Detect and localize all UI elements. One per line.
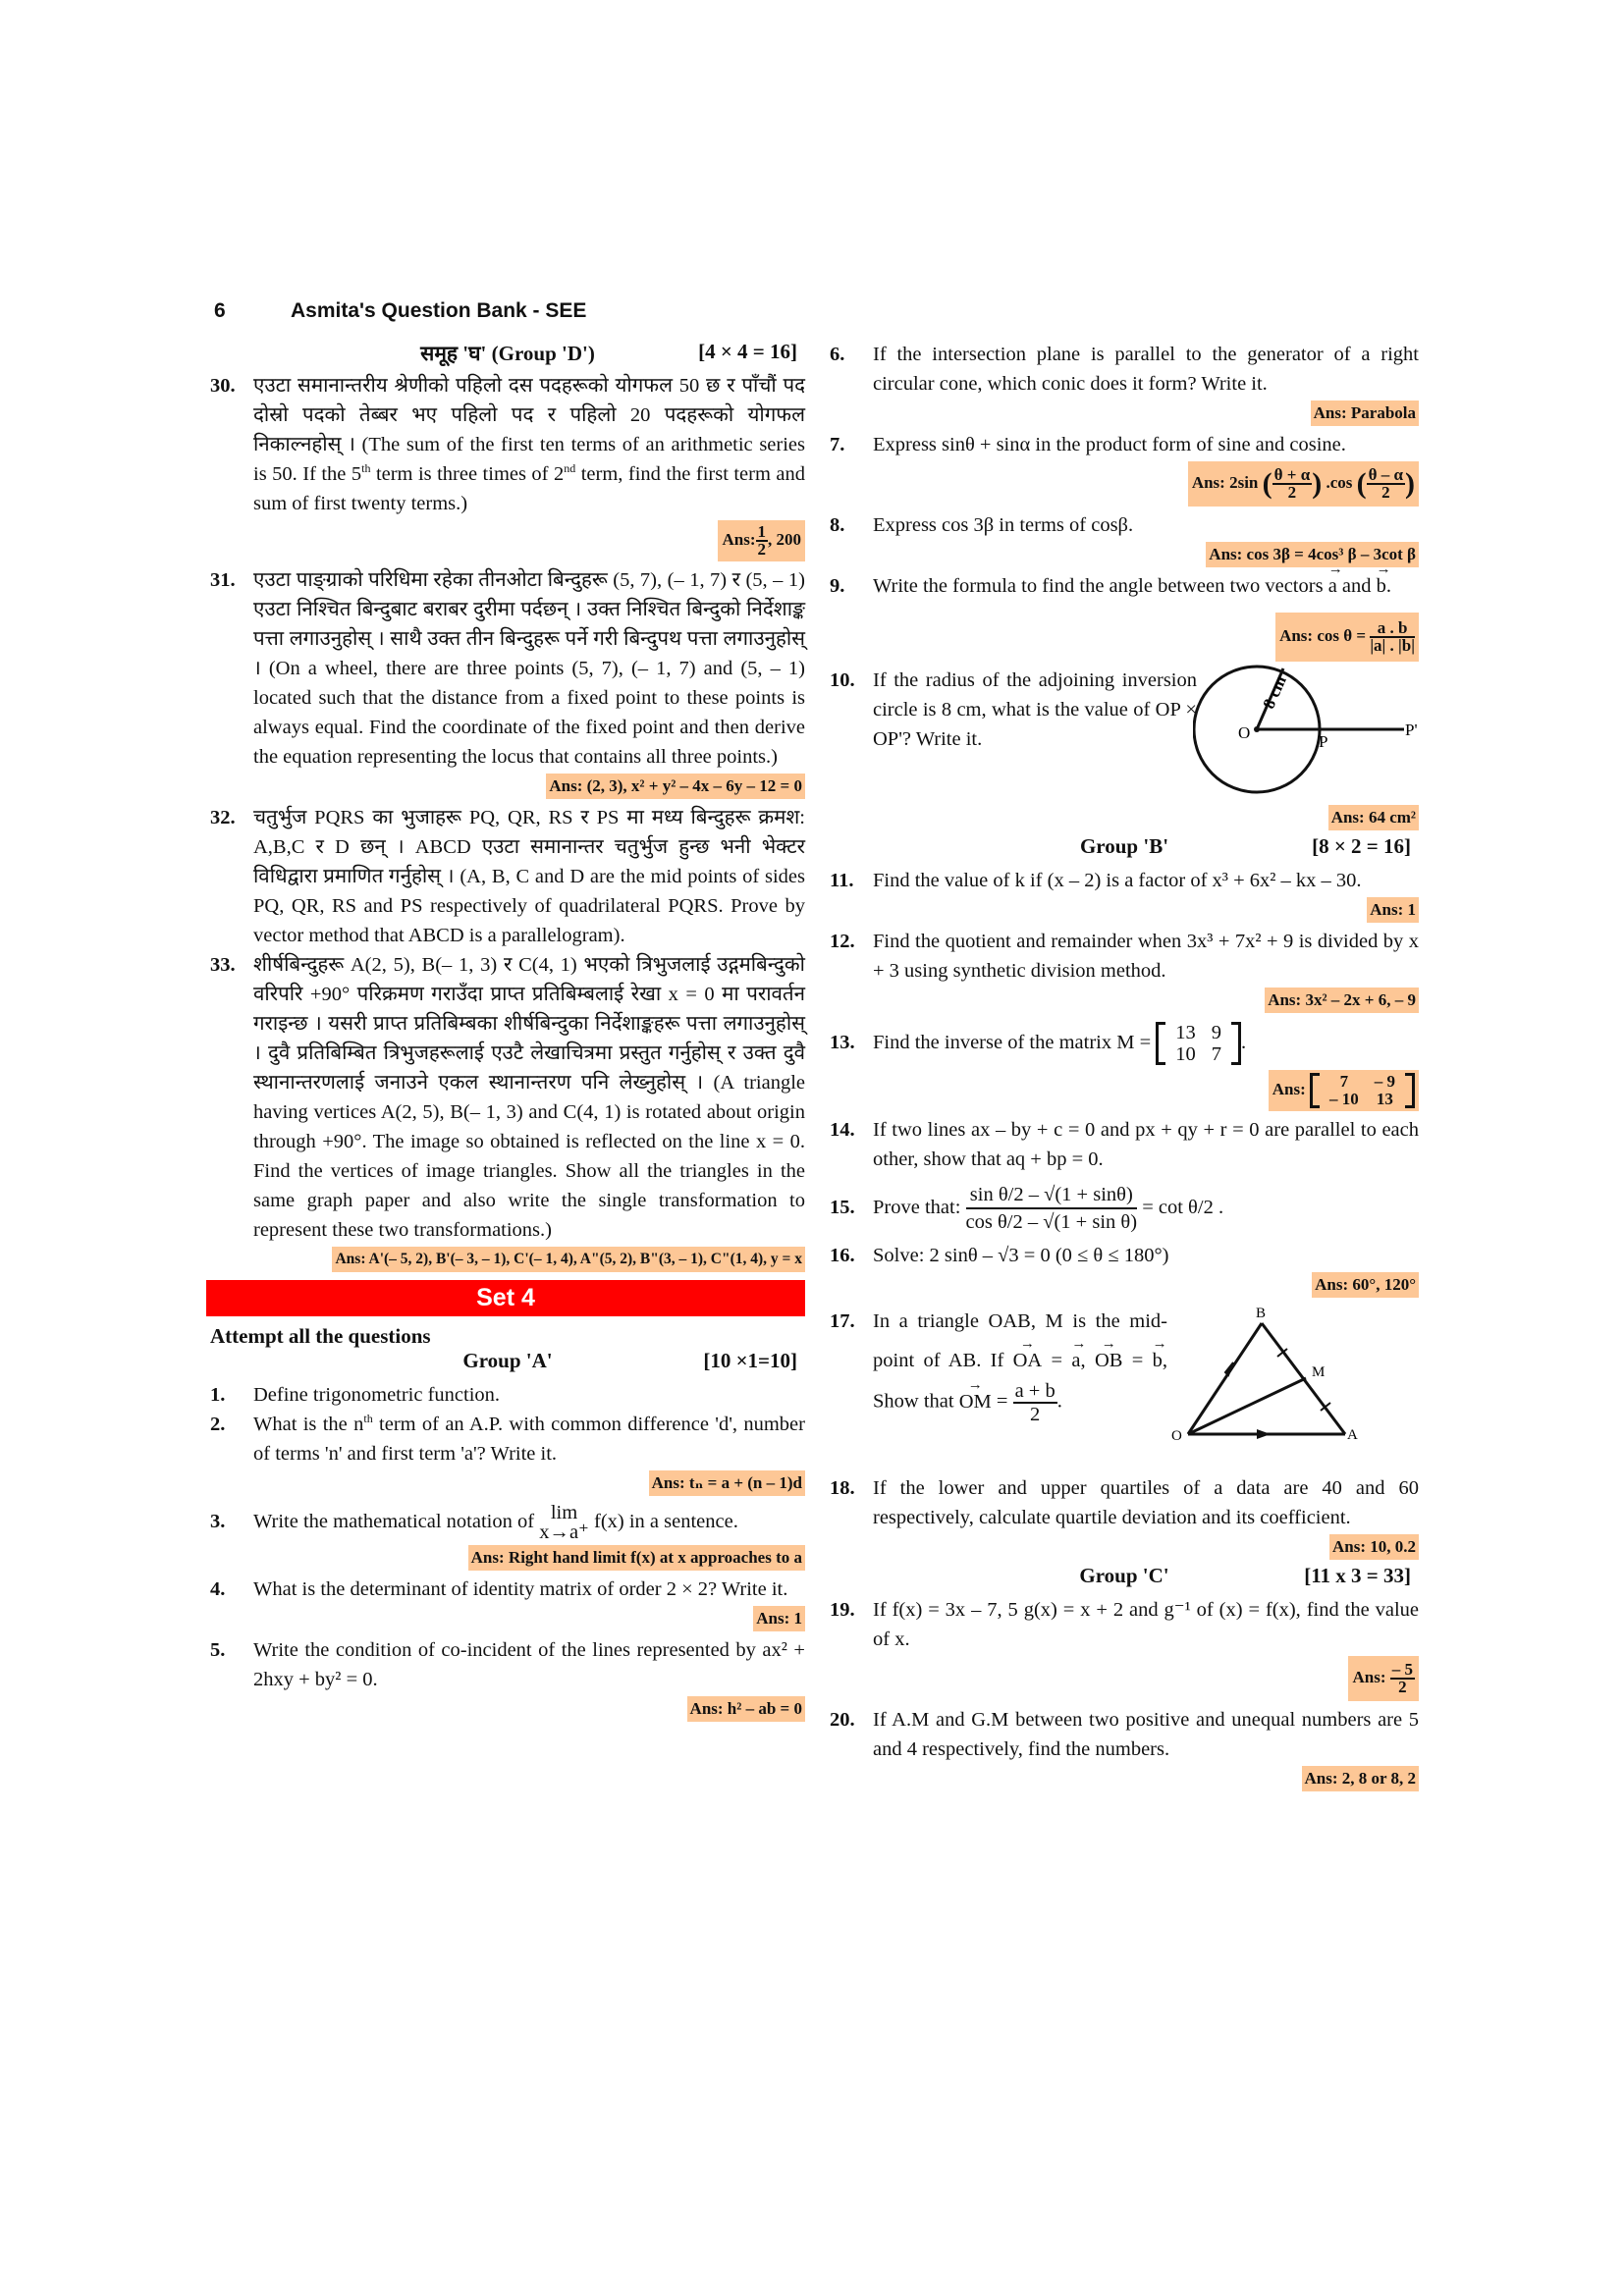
group-c-heading — [830, 1564, 1419, 1595]
fraction — [966, 1182, 1138, 1235]
question-2 — [210, 1410, 805, 1468]
arrow-oa — [1257, 1429, 1271, 1439]
label-o: O — [1171, 1428, 1182, 1444]
question-20 — [830, 1705, 1419, 1764]
question-5 — [210, 1635, 805, 1694]
answer-box: Ans: 1 — [1367, 897, 1419, 923]
answer-text: Ans: cos θ = — [1279, 625, 1367, 645]
answer-box: Ans: Right hand limit f(x) at x approaches to a — [468, 1545, 805, 1571]
question-number: 30. — [210, 375, 236, 397]
question-text: = — [1042, 1350, 1072, 1371]
question-text: term, find the first term and sum of first twenty terms.) — [253, 463, 805, 514]
fraction — [1390, 1662, 1415, 1695]
question-text: If the radius of the adjoining inversion circle is 8 cm, what is the value of OP × OP'? Write it. — [873, 669, 1197, 750]
superscript: th — [361, 461, 371, 476]
question-number: 33. — [210, 954, 236, 976]
inversion-circle-diagram — [1193, 656, 1429, 803]
denominator: cos θ/2 – √(1 + sin θ) — [965, 1211, 1138, 1234]
denominator: 2 — [757, 540, 766, 559]
vector-om: → OM — [959, 1382, 992, 1421]
question-text: Express sinθ + sinα in the product form of sine and cosine. — [873, 434, 1346, 455]
question-text: Solve: 2 sinθ – √3 = 0 (0 ≤ θ ≤ 180°) — [873, 1245, 1169, 1266]
group-d-title: समूह 'घ' (Group 'D') — [420, 342, 595, 365]
vector-a: → a — [1328, 571, 1337, 601]
answer-box: Ans: 60°, 120° — [1312, 1272, 1419, 1298]
answer-box: Ans: A'(– 5, 2), B'(– 3, – 1), C'(– 1, 4), A"(5, 2), B"(3, – 1), C"(1, 4), y = x — [332, 1247, 805, 1272]
question-number: 3. — [210, 1511, 226, 1532]
question-number: 20. — [830, 1709, 855, 1731]
question-number: 32. — [210, 807, 236, 828]
matrix-cell: 10 — [1175, 1043, 1196, 1066]
question-text: Prove that: — [873, 1197, 961, 1218]
limit-subscript: x→a⁺ — [539, 1522, 589, 1544]
matrix-cell: – 9 — [1374, 1072, 1395, 1091]
superscript: th — [363, 1412, 373, 1426]
fraction — [1367, 467, 1405, 501]
question-6 — [830, 340, 1419, 399]
answer-label: Ans: — [1272, 1079, 1306, 1098]
question-text: . — [1385, 575, 1392, 597]
vector-b: → b — [1153, 1341, 1163, 1380]
question-number: 16. — [830, 1245, 855, 1266]
question-8 — [830, 510, 1419, 540]
answer-box: Ans: h² – ab = 0 — [687, 1696, 805, 1722]
question-text: , Show that — [873, 1350, 1168, 1413]
question-text: . — [1056, 1390, 1062, 1413]
question-text: What is the determinant of identity matrix of order 2 × 2? Write it. — [253, 1578, 788, 1600]
question-18 — [830, 1473, 1419, 1532]
fraction — [1013, 1380, 1057, 1425]
question-text: f(x) in a sentence. — [594, 1511, 738, 1532]
question-text: एउटा समानान्तरीय श्रेणीको पहिलो दस पदहरूको योगफल 50 छ र पाँचौं पद दोस्रो पदको तेब्बर भए पहिलो पद र पहिलो 20 पदहरूको योगफल निकाल्नहोस् । (The sum of the first ten terms of an arithmetic series is 50. If the 5 — [253, 375, 805, 485]
question-1 — [210, 1380, 805, 1410]
matrix-m — [1156, 1022, 1241, 1065]
vector-oa: → OA — [1013, 1341, 1043, 1380]
numerator: sin θ/2 – √(1 + sinθ) — [966, 1182, 1138, 1209]
book-title: Asmita's Question Bank - SEE — [291, 299, 587, 322]
label-p: P — [1319, 732, 1328, 751]
question-number: 10. — [830, 669, 855, 691]
question-text: Find the value of k if (x – 2) is a factor of x³ + 6x² – kx – 30. — [873, 870, 1362, 891]
question-number: 9. — [830, 575, 845, 597]
numerator: θ + α — [1273, 465, 1311, 484]
answer-box: Ans: cos 3β = 4cos³ β – 3cot β — [1206, 542, 1419, 567]
group-b-title: Group 'B' — [1079, 834, 1169, 858]
question-text: In a triangle OAB, M is the mid-point of AB. If — [873, 1310, 1167, 1371]
question-text: = cot θ/2 . — [1142, 1197, 1224, 1218]
denominator: 2 — [1030, 1404, 1041, 1425]
question-text: If two lines ax – by + c = 0 and px + qy + r = 0 are parallel to each other, show that aq + bp = 0. — [873, 1119, 1419, 1170]
label-m: M — [1312, 1364, 1326, 1380]
question-number: 1. — [210, 1384, 226, 1406]
answer-box — [1269, 1070, 1419, 1111]
open-paren: ( — [1356, 467, 1367, 500]
answer-text: , 200 — [768, 529, 801, 549]
left-column — [210, 340, 805, 1726]
answer-box: Ans: 10, 0.2 — [1329, 1534, 1419, 1560]
question-text: If f(x) = 3x – 7, 5 g(x) = x + 2 and g⁻¹ of (x) = f(x), find the value of x. — [873, 1599, 1419, 1650]
matrix-cell: 13 — [1175, 1022, 1196, 1044]
radius-label: 8 cm — [1259, 672, 1290, 712]
group-c-marks: [11 x 3 = 33] — [1304, 1564, 1411, 1587]
question-text: What is the n — [253, 1414, 364, 1435]
answer-label: Ans: — [1352, 1667, 1386, 1686]
question-31 — [210, 565, 805, 772]
close-paren: ) — [1405, 467, 1415, 500]
question-text: = — [1122, 1350, 1153, 1371]
question-text: Find the inverse of the matrix M = — [873, 1032, 1152, 1053]
question-number: 12. — [830, 931, 855, 952]
fraction — [1370, 620, 1415, 654]
question-text: Write the condition of co-incident of the lines represented by ax² + 2hxy + by² = 0. — [253, 1639, 805, 1690]
answer-box: Ans: tₙ = a + (n – 1)d — [649, 1470, 805, 1496]
question-30 — [210, 371, 805, 518]
question-32 — [210, 803, 805, 950]
question-14 — [830, 1115, 1419, 1174]
question-text: Write the formula to find the angle between two vectors — [873, 575, 1328, 597]
question-number: 19. — [830, 1599, 855, 1621]
limit-notation — [539, 1503, 589, 1542]
group-a-marks: [10 ×1=10] — [703, 1349, 797, 1372]
answer-matrix — [1310, 1073, 1415, 1108]
page-header — [214, 299, 586, 323]
label-b: B — [1256, 1306, 1267, 1321]
label-o: O — [1238, 723, 1251, 742]
superscript: nd — [564, 461, 576, 476]
numerator: 1 — [757, 522, 766, 541]
matrix-cell: 7 — [1339, 1072, 1349, 1091]
question-text: = — [991, 1390, 1013, 1413]
question-15 — [830, 1178, 1419, 1237]
question-17-block — [830, 1302, 1419, 1473]
answer-box: Ans: (2, 3), x² + y² – 4x – 6y – 12 = 0 — [546, 774, 805, 799]
question-text: term of an A.P. with common difference 'd', number of terms 'n' and first term 'a'? Write it. — [253, 1414, 805, 1465]
question-number: 4. — [210, 1578, 226, 1600]
question-text: शीर्षबिन्दुहरू A(2, 5), B(– 1, 3) र C(4, 1) भएको त्रिभुजलाई उद्गमबिन्दुको वरिपरि +90° परिक्रमण गराउँदा प्राप्त प्रतिबिम्बलाई रेखा x = 0 मा परावर्तन गराइन्छ । यसरी प्राप्त प्रतिबिम्बका शीर्षबिन्दुका निर्देशाङ्कहरू पत्ता लगाउनुहोस् । दुवै प्रतिबिम्बित त्रिभुजहरूलाई एउटै लेखाचित्रमा प्रस्तुत गर्नुहोस् र उक्त दुवै स्थानान्तरणलाई जनाउने एकल स्थानान्तरण पनि लेख्नुहोस् । (A triangle having vertices A(2, 5), B(– 1, 3) and C(4, 1) is rotated about origin through +90°. The image so obtained is reflected on the line x = 0. Find the vertices of image triangles. Show all the triangles in the same graph paper and also write the single transformation to represent these two transformations.) — [253, 954, 805, 1241]
numerator: – 5 — [1391, 1660, 1413, 1679]
question-text: term is three times of 2 — [370, 463, 565, 485]
set-title-bar: Set 4 — [206, 1280, 805, 1316]
label-a: A — [1347, 1427, 1358, 1443]
fraction — [1272, 467, 1313, 501]
question-7 — [830, 430, 1419, 459]
question-number: 7. — [830, 434, 845, 455]
matrix-cell: – 10 — [1329, 1090, 1359, 1108]
answer-box — [1275, 613, 1419, 662]
triangle-oab-diagram — [1168, 1302, 1424, 1449]
vector-b: → b — [1377, 571, 1386, 601]
answer-box — [1188, 461, 1419, 507]
page-number: 6 — [214, 299, 226, 322]
question-9 — [830, 571, 1419, 601]
group-b-marks: [8 × 2 = 16] — [1312, 834, 1411, 858]
question-33 — [210, 950, 805, 1245]
question-text: Find the quotient and remainder when 3x³ + 7x² + 9 is divided by x + 3 using synthetic division method. — [873, 931, 1419, 982]
question-number: 2. — [210, 1414, 226, 1435]
vector-a: → a — [1071, 1341, 1080, 1380]
question-text: चतुर्भुज PQRS का भुजाहरू PQ, QR, RS र PS मा मध्य बिन्दुहरू क्रमश: A,B,C र D छन् । ABCD एउटा समानान्तर चतुर्भुज हुन्छ भनी भेक्टर विधिद्वारा प्रमाणित गर्नुहोस् । (A, B, C and D are the mid points of sides PQ, QR, RS and PS respectively of quadrilateral PQRS. Prove by vector method that ABCD is a parallelogram). — [253, 807, 805, 946]
question-text: If the intersection plane is parallel to the generator of a right circular cone, which conic does it form? Write it. — [873, 344, 1419, 395]
group-a-heading — [210, 1349, 805, 1380]
question-text: If the lower and upper quartiles of a data are 40 and 60 respectively, calculate quartile deviation and its coefficient. — [873, 1477, 1419, 1528]
question-text: Express cos 3β in terms of cosβ. — [873, 514, 1134, 536]
denominator: |a| . |b| — [1370, 636, 1415, 655]
question-number: 14. — [830, 1119, 855, 1141]
fraction — [756, 524, 769, 558]
open-paren: ( — [1262, 467, 1272, 500]
answer-box: Ans: Parabola — [1311, 400, 1419, 426]
question-number: 15. — [830, 1197, 855, 1218]
answer-box — [718, 520, 805, 561]
answer-text: Ans: 2sin — [1191, 472, 1259, 492]
answer-box: Ans: 3x² – 2x + 6, – 9 — [1265, 988, 1419, 1013]
matrix-cell: 7 — [1211, 1043, 1222, 1066]
numerator: θ – α — [1368, 465, 1403, 484]
question-number: 31. — [210, 569, 236, 591]
question-11 — [830, 866, 1419, 895]
question-3 — [210, 1500, 805, 1543]
question-16 — [830, 1241, 1419, 1270]
question-12 — [830, 927, 1419, 986]
label-p-prime: P' — [1405, 721, 1418, 739]
group-b-heading — [830, 834, 1419, 866]
question-4 — [210, 1575, 805, 1604]
answer-text: .cos — [1326, 472, 1353, 492]
question-number: 11. — [830, 870, 854, 891]
question-number: 8. — [830, 514, 845, 536]
question-text: एउटा पाङ्ग्राको परिधिमा रहेका तीनओटा बिन्दुहरू (5, 7), (– 1, 7) र (5, – 1) एउटा निश्चित बिन्दुबाट बराबर दुरीमा पर्दछन् । उक्त निश्चित बिन्दुको निर्देशाङ्क पत्ता लगाउनुहोस् । साथै उक्त तीन बिन्दुहरू पर्ने गरी बिन्दुपथ पत्ता लगाउनुहोस् । (On a wheel, there are three points (5, 7), (– 1, 7) and (5, – 1) located such that the distance from a fixed point to these points is always equal. Find the coordinate of the fixed point and then derive the equation representing the locus that contains all three points.) — [253, 569, 805, 768]
question-number: 17. — [830, 1310, 855, 1332]
group-d-marks: [4 × 4 = 16] — [698, 340, 797, 363]
question-number: 18. — [830, 1477, 855, 1499]
question-19 — [830, 1595, 1419, 1654]
limit-label: lim — [550, 1502, 578, 1524]
question-number: 6. — [830, 344, 845, 365]
question-number: 5. — [210, 1639, 226, 1661]
question-text: Define trigonometric function. — [253, 1384, 501, 1406]
denominator: 2 — [1287, 483, 1297, 502]
right-column — [830, 340, 1419, 1795]
vector-ob: → OB — [1095, 1341, 1122, 1380]
instructions: Attempt all the questions — [210, 1324, 431, 1348]
question-text: If A.M and G.M between two positive and unequal numbers are 5 and 4 respectively, find the numbers. — [873, 1709, 1419, 1760]
group-c-title: Group 'C' — [1079, 1564, 1169, 1587]
matrix-cell: 13 — [1376, 1090, 1393, 1108]
question-text: Write the mathematical notation of — [253, 1511, 535, 1532]
question-10 — [830, 666, 1197, 754]
group-d-heading — [210, 340, 805, 371]
answer-box: Ans: 2, 8 or 8, 2 — [1302, 1766, 1420, 1791]
center-point — [1254, 726, 1260, 732]
numerator: a . b — [1370, 620, 1415, 638]
question-text: . — [1241, 1032, 1247, 1053]
matrix-cell: 9 — [1211, 1022, 1222, 1044]
question-number: 13. — [830, 1032, 855, 1053]
question-text: and — [1336, 575, 1377, 597]
numerator: a + b — [1014, 1380, 1056, 1402]
question-text: , — [1080, 1350, 1095, 1371]
answer-box: Ans: 1 — [753, 1606, 805, 1631]
question-17 — [830, 1302, 1167, 1425]
group-a-title: Group 'A' — [462, 1349, 553, 1372]
question-13 — [830, 1017, 1419, 1068]
close-paren: ) — [1312, 467, 1323, 500]
answer-box: Ans: 64 cm² — [1328, 805, 1419, 830]
answer-label: Ans: — [722, 529, 756, 549]
denominator: 2 — [1381, 483, 1390, 502]
answer-box — [1348, 1656, 1419, 1701]
denominator: 2 — [1398, 1678, 1407, 1696]
question-10-block — [830, 666, 1419, 803]
